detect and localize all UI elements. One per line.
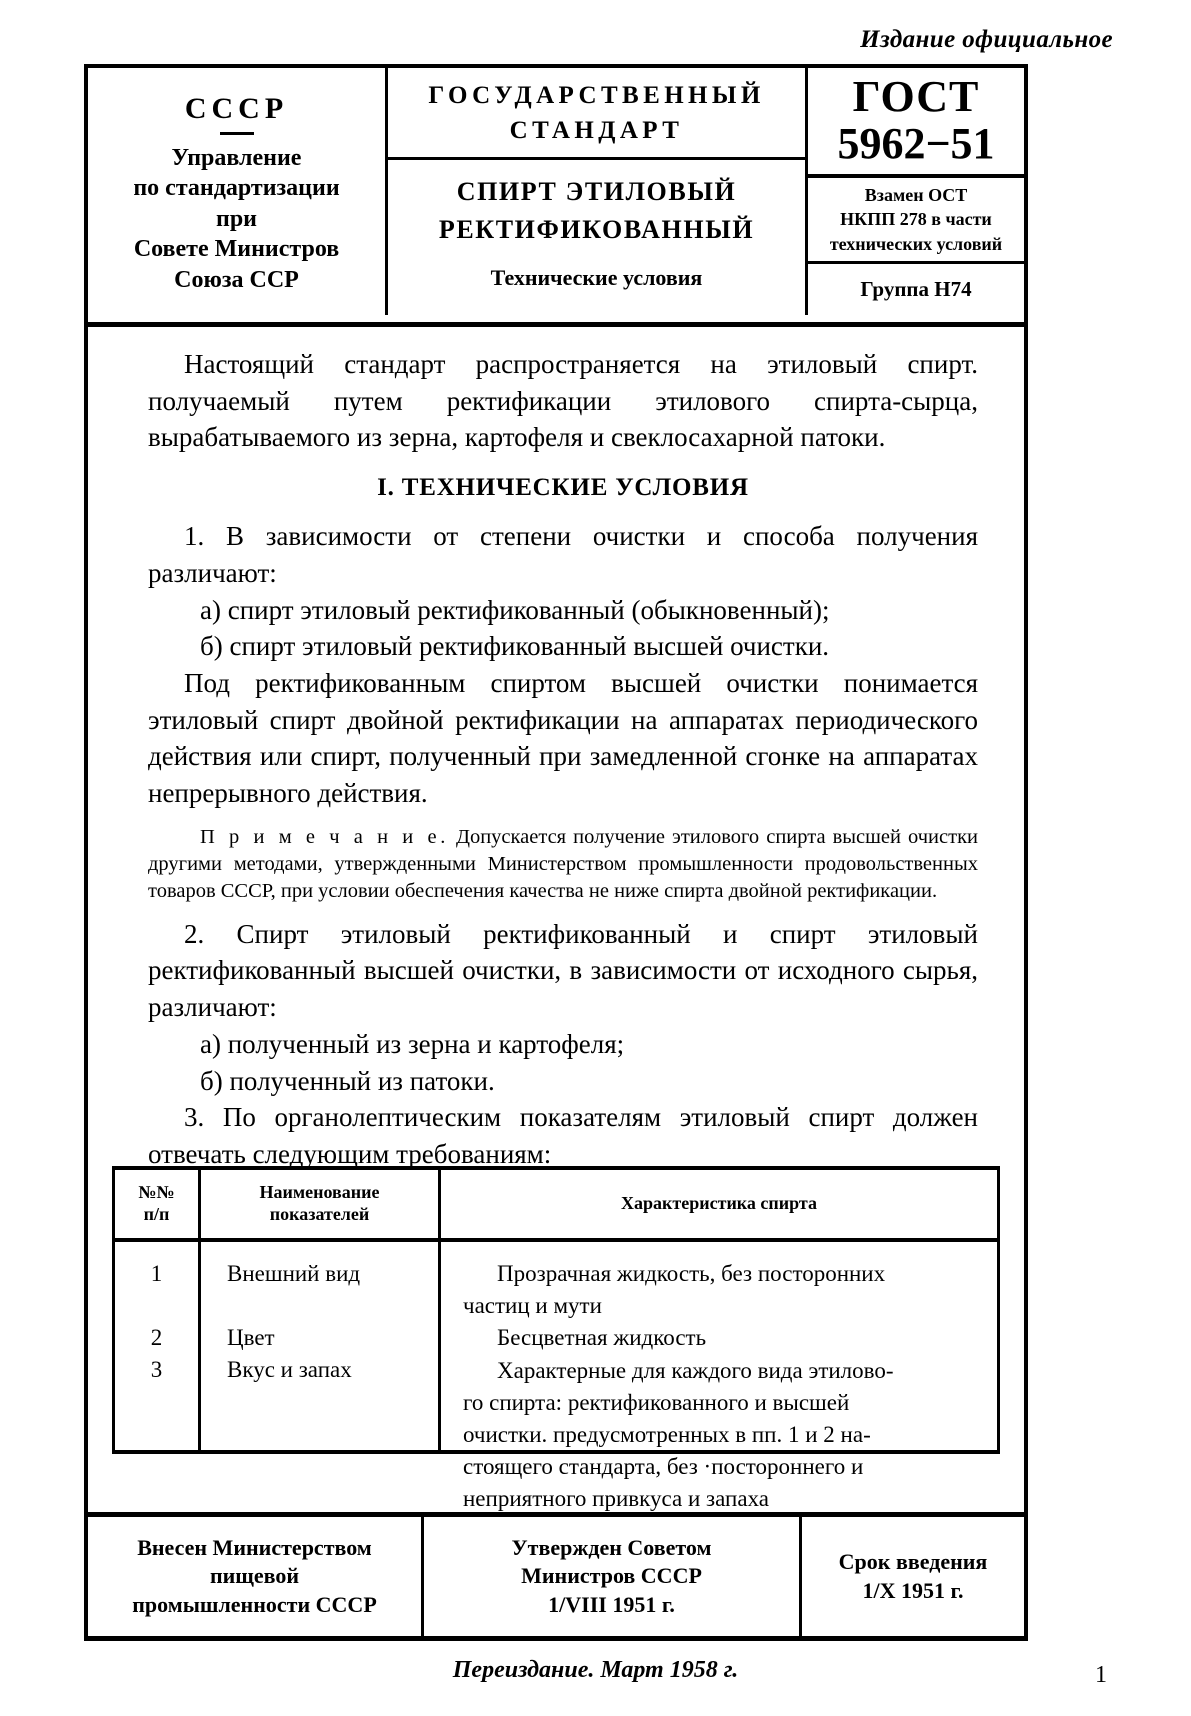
issuer-line-4: Совете Министров	[133, 236, 340, 263]
table-char-line-8: неприятного привкуса и запаха	[463, 1486, 769, 1512]
clause-2-item-a: а) полученный из зерна и картофеля;	[200, 1028, 625, 1059]
replaces-line-1: Взамен ОСТ	[864, 185, 968, 206]
table-header-row	[115, 1170, 997, 1242]
gost-code-block	[808, 68, 1024, 178]
country-label: СССР	[184, 92, 289, 125]
table-col-header-characteristic-label: Характеристика спирта	[621, 1193, 817, 1214]
gost-word: ГОСТ	[852, 71, 980, 121]
table-row-name-1: Внешний вид	[227, 1261, 361, 1286]
footer-effective-line-1: Срок введения	[838, 1548, 988, 1574]
intro-paragraph: Настоящий стандарт распространяется на этиловый спирт. получаемый путем ректификации этилового спирта-сырца, вырабатываемого из зерна, картофеля и свеклосахарной патоки.	[148, 349, 978, 453]
replaces-line-2: НКПП 278 в части	[840, 209, 992, 230]
footer-submitted-line-2: пищевой	[209, 1563, 300, 1589]
table-char-line-4: Характерные для каждого вида этилово-	[497, 1357, 894, 1383]
official-edition-note: Издание официальное	[860, 26, 1113, 53]
table-row-number-1: 1	[150, 1261, 163, 1286]
table-number-column	[115, 1242, 201, 1450]
footer-submitted-line-3: промышленности СССР	[132, 1591, 377, 1617]
replaces-line-3: технических условий	[829, 233, 1003, 254]
product-subtitle: Технические условия	[490, 264, 703, 290]
clause-1-item-a: а) спирт этиловый ректификованный (обыкновенный);	[200, 594, 830, 625]
footer-approved-line-1: Утвержден Советом	[511, 1534, 712, 1560]
clause-2-item-b: б) полученный из патоки.	[200, 1065, 495, 1096]
table-characteristic-column	[441, 1242, 997, 1512]
table-col-header-number-line-2: п/п	[143, 1204, 170, 1224]
state-standard-line-1: ГОСУДАРСТВЕННЫЙ	[428, 82, 765, 109]
table-col-header-name-line-1: Наименование	[259, 1182, 380, 1203]
issuer-line-2: по стандартизации	[133, 175, 340, 202]
table-col-header-number	[115, 1170, 201, 1238]
clause-2: 2. Спирт этиловый ректификованный и спирт этиловый ректификованный высшей очистки, в зависимости от исходного сырья, различают:	[148, 918, 978, 1023]
clause-1-item-b: б) спирт этиловый ректификованный высшей очистки.	[200, 631, 830, 662]
gost-number: 5962−51	[837, 118, 995, 168]
table-row-name-2: Цвет	[227, 1325, 275, 1351]
standard-header	[84, 64, 1028, 315]
table-char-line-1: Прозрачная жидкость, без посторонних	[497, 1261, 886, 1286]
table-char-line-7: стоящего стандарта, без ·постороннего и	[463, 1454, 864, 1480]
header-issuer-column	[88, 68, 388, 315]
page-number: 1	[1095, 1662, 1107, 1688]
footer-approved-by	[424, 1517, 802, 1636]
issuer-line-3: при	[215, 205, 257, 232]
footer-submitted-line-1: Внесен Министерством	[137, 1534, 372, 1560]
product-title-line-2: РЕКТИФИКОВАННЫЙ	[438, 214, 755, 244]
table-char-line-5: го спирта: ректификованного и высшей	[463, 1389, 850, 1415]
table-body	[115, 1242, 997, 1512]
divider-rule	[220, 132, 254, 135]
product-title-line-1: СПИРТ ЭТИЛОВЫЙ	[456, 176, 737, 206]
clause-1-explanation: Под ректификованным спиртом высшей очистки понимается этиловый спирт двойной ректификации на аппаратах периодического действия или спирт, полученный при замедленной сгонке на аппаратах непрерывного действия.	[148, 668, 978, 809]
table-char-line-2: частиц и мути	[463, 1293, 602, 1319]
issuer-line-1: Управление	[171, 145, 302, 171]
table-row-number-3: 3	[150, 1357, 163, 1383]
group-label: Группа Н74	[860, 277, 972, 301]
state-standard-block	[388, 68, 805, 160]
state-standard-line-2: СТАНДАРТ	[509, 117, 684, 144]
footer-effective-line-2: 1/X 1951 г.	[862, 1577, 964, 1603]
footer-effective-date	[802, 1517, 1024, 1636]
section-title: I. ТЕХНИЧЕСКИЕ УСЛОВИЯ	[377, 474, 749, 502]
footer-submitted-by	[88, 1517, 424, 1636]
standard-footer	[84, 1517, 1028, 1641]
table-row-number-2: 2	[150, 1325, 163, 1351]
product-title-block	[388, 160, 805, 315]
table-col-header-name-line-2: показателей	[269, 1204, 370, 1224]
table-col-header-name	[201, 1170, 441, 1238]
clause-3: 3. По органолептическим показателям этиловый спирт должен отвечать следующим требованиям:	[148, 1102, 978, 1169]
note-lead-label: П р и м е ч а н и е.	[200, 825, 449, 848]
clause-1: 1. В зависимости от степени очистки и способа получения различают:	[148, 521, 978, 588]
replaces-block	[808, 178, 1024, 264]
header-code-column	[808, 68, 1024, 315]
group-block	[808, 264, 1024, 315]
header-title-column	[388, 68, 808, 315]
table-row-name-3: Вкус и запах	[227, 1357, 352, 1383]
organoleptic-requirements-table	[112, 1166, 1000, 1512]
document-body	[148, 346, 978, 1173]
footer-approved-line-3: 1/VIII 1951 г.	[548, 1591, 675, 1617]
header-separator	[84, 322, 1028, 327]
table-col-header-characteristic	[441, 1170, 997, 1238]
footer-approved-line-2: Министров СССР	[521, 1563, 702, 1589]
table-char-line-3: Бесцветная жидкость	[497, 1325, 707, 1351]
issuer-line-5: Союза ССР	[174, 266, 299, 293]
table-name-column	[201, 1242, 441, 1450]
reissue-note: Переиздание. Март 1958 г.	[452, 1657, 739, 1683]
table-char-line-6: очистки. предусмотренных в пп. 1 и 2 на-	[463, 1421, 871, 1447]
note-paragraph	[148, 824, 978, 906]
table-col-header-number-line-1: №№	[138, 1182, 175, 1203]
note-body-text: Допускается получение этилового спирта высшей очистки другими методами, утвержденными Министерством промышленности продовольственных товаров СССР, при условии обеспечения качества не ниже спирта двойной ректификации.	[148, 825, 978, 903]
